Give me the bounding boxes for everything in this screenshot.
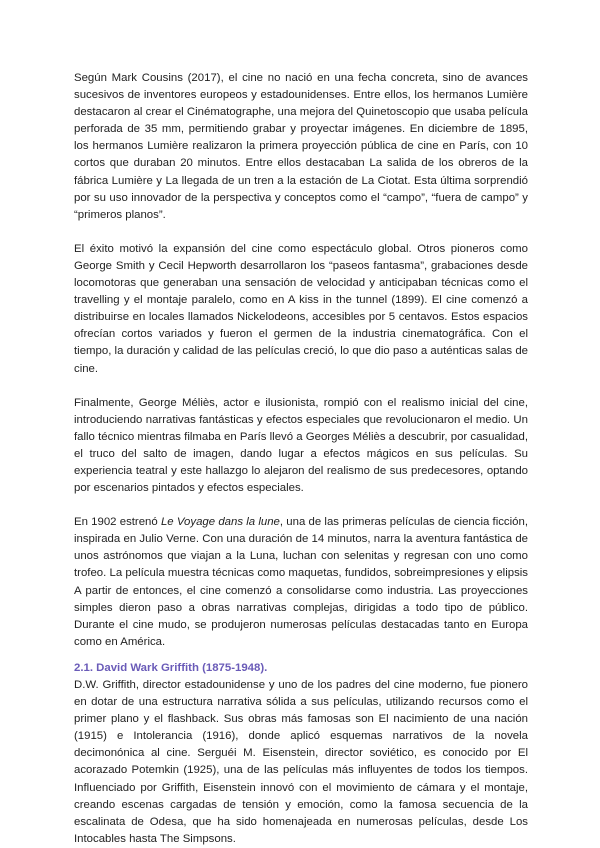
- paragraph-voyage-lune: [74, 514, 528, 651]
- paragraph-lumiere: Según Mark Cousins (2017), el cine no nació en una fecha concreta, sino de avances sucesivos de inventores europeos y estadounidenses. Entre ellos, los hermanos Lumière destacaron al crear el Cinématographe, una mejora del Quinetoscopio que usaba película perforada de 35 mm, permitiendo grabar y proyectar imágenes. En diciembre de 1895, los hermanos Lumière realizaron la primera proyección pública de cine en París, con 10 cortos que duraban 20 minutos. Entre ellos destacaban La salida de los obreros de la fábrica Lumière y La llegada de un tren a la estación de La Ciotat. Esta última sorprendió por su uso innovador de la perspectiva y conceptos como el “campo”, “fuera de campo” y “primeros planos”.: [74, 72, 528, 221]
- paragraph-melies: Finalmente, George Méliès, actor e ilusionista, rompió con el realismo inicial del cine, introduciendo narrativas fantásticas y efectos especiales que revolucionaron el medio. Un fallo técnico mientras filmaba en París llevó a Georges Méliès a descubrir, por casualidad, el truco del salto de imagen, dando lugar a efectos mágicos en sus películas. Su experiencia teatral y este hallazgo lo alejaron del realismo de sus predecesores, optando por escenarios pintados y efectos especiales.: [74, 396, 528, 495]
- section-heading-griffith: 2.1. David Wark Griffith (1875-1948).: [74, 661, 268, 674]
- paragraph-pioneers: El éxito motivó la expansión del cine como espectáculo global. Otros pioneros como George Smith y Cecil Hepworth desarrollaron los “paseos fantasma”, grabaciones desde locomotoras que generaban una sensación de velocidad y anticipaban técnicas como el travelling y el montaje paralelo, como en A kiss in the tunnel (1899). El cine comenzó a distribuirse en locales llamados Nickelodeons, accesibles por 5 centavos. Estos espacios ofrecían cortos variados y fueron el germen de la industria cinematográfica. Con el tiempo, la duración y calidad de las películas creció, lo que dio paso a auténticas salas de cine.: [74, 242, 528, 375]
- voyage-film-title: Le Voyage dans la lune: [160, 516, 280, 529]
- document-page: [74, 70, 528, 848]
- paragraph-griffith: D.W. Griffith, director estadounidense y uno de los padres del cine moderno, fue pionero en dotar de una estructura narrativa sólida a sus películas, utilizando recursos como el primer plano y el flashback. Sus obras más famosas son El nacimiento de una nación (1915) e Intolerancia (1916), donde aplicó esquemas narrativos de la novela decimonónica al cine. Serguéi M. Eisenstein, director soviético, es conocido por El acorazado Potemkin (1925), una de las películas más influyentes de todos los tiempos. Influenciado por Griffith, Eisenstein innovó con el movimiento de cámara y el montaje, creando escenas cargadas de tensión y emoción, como la famosa secuencia de la escalinata de Odesa, que ha sido homenajeada en numerosas películas, desde Los Intocables hasta The Simpsons.: [74, 679, 528, 845]
- voyage-text-post: , una de las primeras películas de ciencia ficción, inspirada en Julio Verne. Con una duración de 14 minutos, narra la aventura fantástica de unos astrónomos que viajan a la Luna, luchan con selenitas y regresan con uno como trofeo. La película muestra técnicas como maquetas, fundidos, sobreimpresiones y elipsis A partir de entonces, el cine comenzó a consolidarse como industria. Las proyecciones simples dieron paso a obras narrativas complejas, dirigidas a todo tipo de público. Durante el cine mudo, se produjeron numerosas películas destacadas tanto en Europa como en América.: [74, 516, 528, 648]
- voyage-text-pre: En 1902 estrenó: [74, 516, 161, 529]
